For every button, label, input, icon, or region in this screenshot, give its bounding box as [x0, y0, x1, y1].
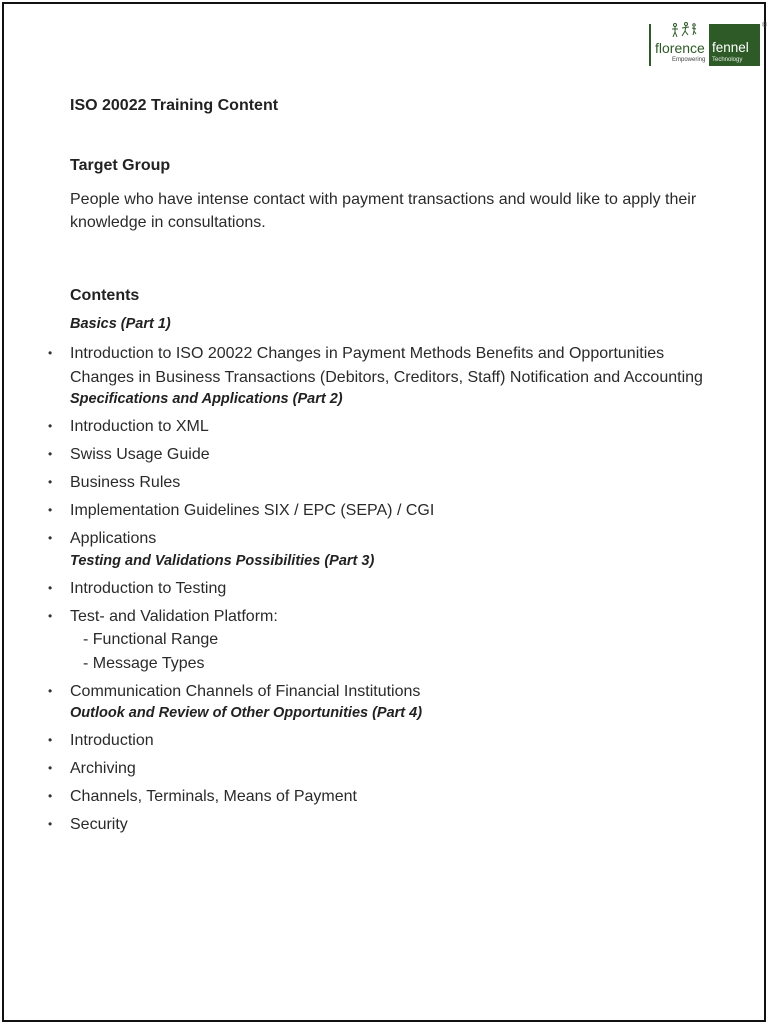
- list-item: [48, 499, 710, 523]
- list-item: [48, 443, 710, 467]
- bullet: •: [48, 761, 53, 775]
- logo-figures-icon: [669, 22, 699, 40]
- contents-heading: Contents: [70, 287, 140, 304]
- section-title-part1: Basics (Part 1): [70, 316, 171, 332]
- sub-item-functional-range: - Functional Range: [83, 631, 219, 648]
- bullet: •: [48, 733, 53, 747]
- bullet: •: [48, 683, 53, 698]
- logo-tagline-left: Empowering: [672, 57, 706, 63]
- list-item: [48, 577, 710, 601]
- registered-mark: ®: [762, 22, 768, 29]
- list-item-text: Security: [70, 816, 128, 833]
- document-body: [48, 95, 710, 837]
- list-item-text: Communication Channels of Financial Institutions: [70, 682, 421, 700]
- list-item-text: Introduction: [70, 732, 154, 749]
- list-item: [48, 729, 710, 753]
- logo-divider: [649, 24, 651, 66]
- bullet: •: [48, 580, 53, 595]
- bullet: •: [48, 531, 53, 545]
- section-title-part3: Testing and Validations Possibilities (Part 3): [70, 552, 375, 569]
- list-item-text: Test- and Validation Platform:: [70, 607, 278, 625]
- list-item: [48, 415, 710, 439]
- bullet: •: [48, 608, 53, 623]
- list-item: [48, 785, 710, 809]
- list-item-text: Introduction to Testing: [70, 579, 227, 597]
- list-item-text: Introduction to ISO 20022 Changes in Payment Methods Benefits and Opportunities Changes in Business Transactions (Debitors, Creditors, Staff) Notification and Accounting: [70, 345, 703, 386]
- bullet: •: [48, 789, 53, 803]
- document-page: [2, 2, 766, 1022]
- logo-brand-box: [709, 24, 760, 66]
- list-item-text: Archiving: [70, 760, 136, 777]
- logo-tagline-right: Technology: [712, 57, 743, 63]
- sub-item-message-types: - Message Types: [83, 654, 205, 672]
- part2-list: [48, 415, 710, 551]
- logo-brand-right: fennel: [712, 40, 749, 55]
- document-title: ISO 20022 Training Content: [70, 97, 279, 114]
- bullet: •: [48, 475, 53, 489]
- bullet: •: [48, 447, 53, 461]
- section-title-part2: Specifications and Applications (Part 2): [70, 391, 343, 407]
- list-item: [48, 342, 710, 389]
- list-item-text: Business Rules: [70, 474, 181, 491]
- list-item-text: Channels, Terminals, Means of Payment: [70, 788, 357, 805]
- logo-brand-left: florence: [655, 40, 705, 56]
- logo-left-part: [655, 22, 710, 66]
- list-item: [48, 605, 710, 676]
- bullet: •: [48, 503, 53, 517]
- list-item: [48, 757, 710, 781]
- target-group-text: People who have intense contact with payment transactions and would like to apply their knowledge in consultations.: [70, 191, 697, 231]
- company-logo: [649, 22, 768, 68]
- list-item-text: Applications: [70, 530, 157, 547]
- part1-list: [48, 342, 710, 389]
- list-item: [48, 813, 710, 837]
- list-item-text: Implementation Guidelines SIX / EPC (SEPA) / CGI: [70, 502, 435, 519]
- part3-list: [48, 577, 710, 704]
- list-item-text: Introduction to XML: [70, 418, 209, 435]
- target-group-heading: Target Group: [70, 157, 171, 174]
- bullet: •: [48, 346, 53, 360]
- list-item-text: Swiss Usage Guide: [70, 446, 210, 463]
- bullet: •: [48, 419, 53, 433]
- list-item: [48, 527, 710, 551]
- list-item: [48, 680, 710, 704]
- bullet: •: [48, 817, 53, 831]
- part4-list: [48, 729, 710, 837]
- list-item: [48, 471, 710, 495]
- section-title-part4: Outlook and Review of Other Opportunities (Part 4): [70, 705, 423, 721]
